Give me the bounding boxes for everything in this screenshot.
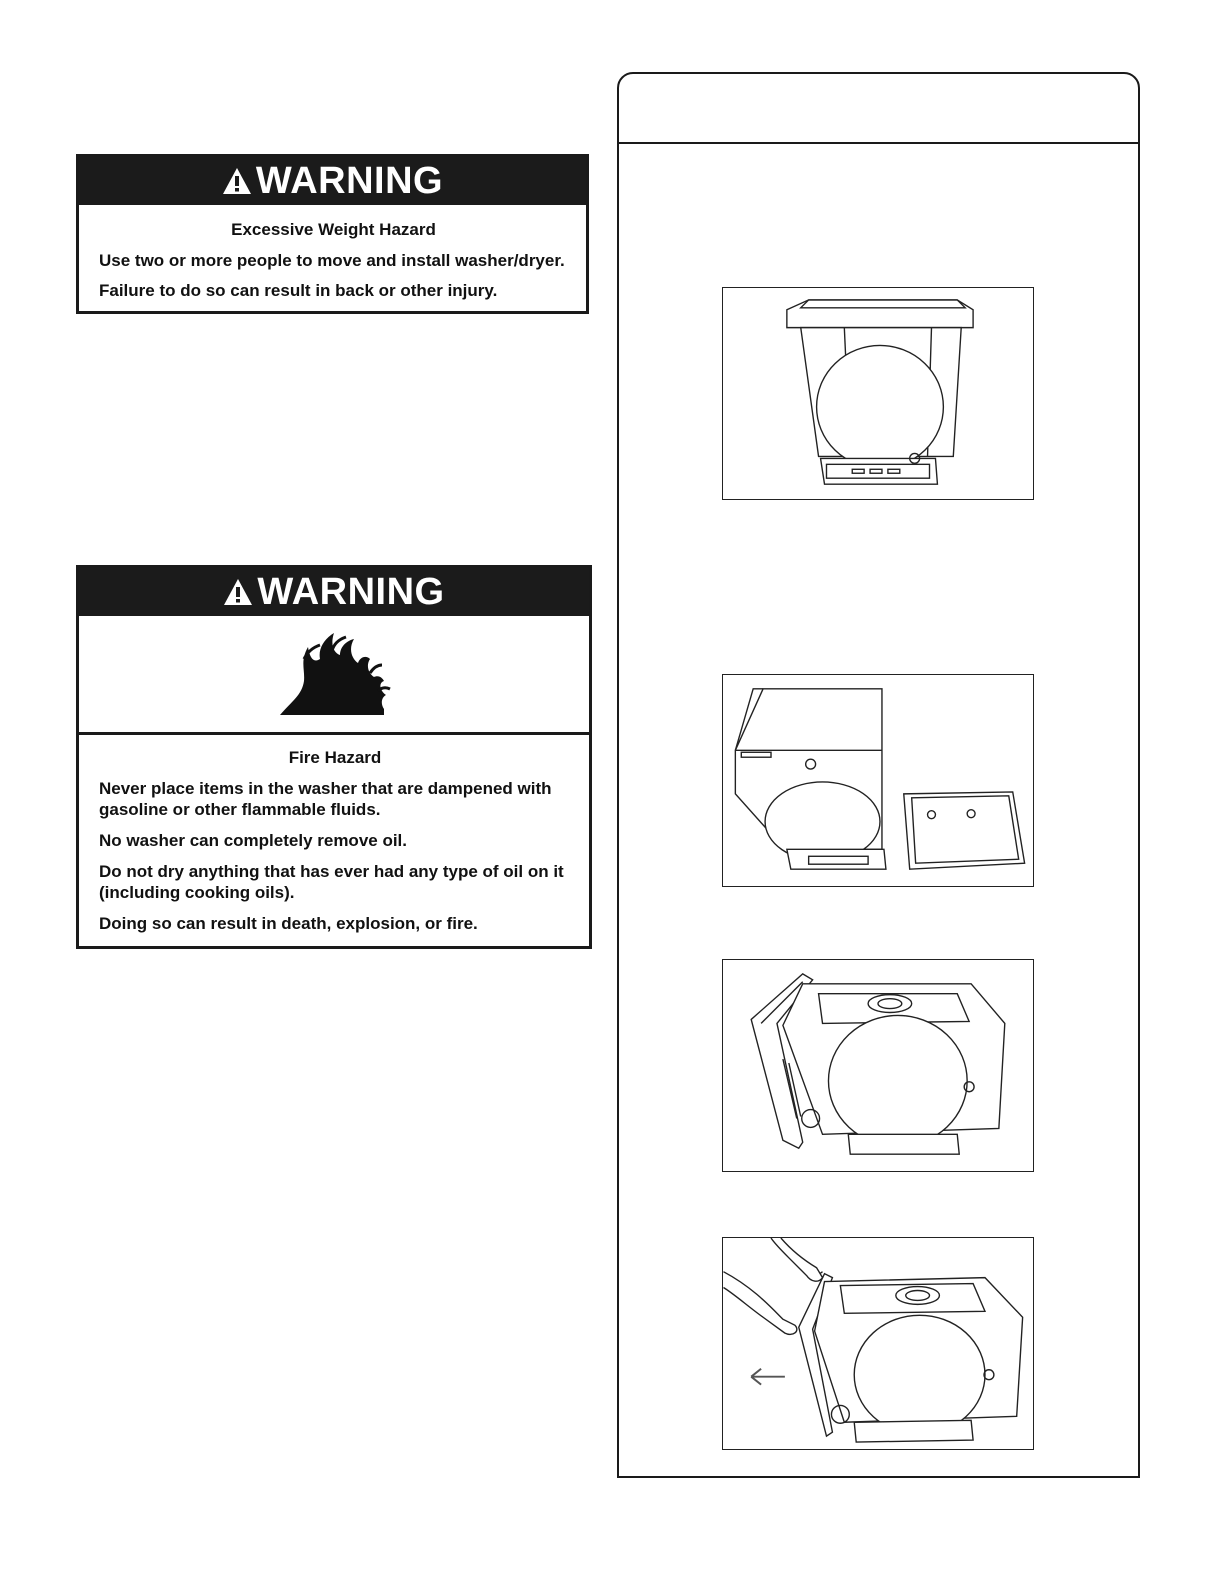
excessive-weight-warning [76, 154, 589, 314]
warning-header-text: WARNING [257, 570, 445, 613]
fire-symbol-area [79, 616, 589, 735]
hazard-title: Excessive Weight Hazard [231, 220, 436, 239]
warning-header [79, 157, 586, 205]
figure-washer-with-top-panel-removed [722, 674, 1034, 887]
warning-line: Do not dry anything that has ever had any type of oil on it (including cooking oils). [99, 862, 564, 902]
warning-header [79, 568, 589, 616]
panel-header [619, 74, 1138, 144]
warning-header-text: WARNING [255, 159, 444, 202]
warning-line: Use two or more people to move and install washer/dryer. [99, 251, 565, 270]
flame-icon [274, 629, 394, 719]
warning-line: Failure to do so can result in back or other injury. [99, 281, 498, 300]
warning-line: No washer can completely remove oil. [99, 831, 408, 850]
fire-hazard-warning [76, 565, 592, 949]
warning-triangle-icon [223, 577, 253, 607]
figure-washer-upright-on-base [722, 287, 1034, 500]
figure-hands-removing-base [722, 1237, 1034, 1450]
warning-line: Never place items in the washer that are dampened with gasoline or other flammable fluids. [99, 779, 552, 819]
warning-line: Doing so can result in death, explosion, or fire. [99, 914, 478, 933]
figure-washer-tilted-on-side [722, 959, 1034, 1172]
warning-triangle-icon [222, 166, 252, 196]
hazard-title: Fire Hazard [288, 748, 382, 767]
